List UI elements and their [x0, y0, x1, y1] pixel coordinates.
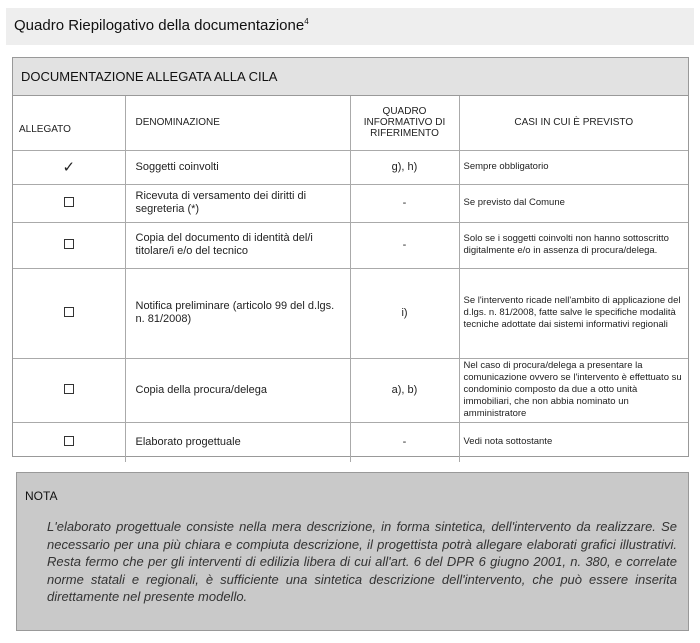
note-heading: NOTA — [25, 489, 58, 503]
checkbox[interactable] — [64, 239, 74, 249]
casi-cell: Sempre obbligatorio — [459, 150, 688, 184]
checkbox[interactable] — [64, 307, 74, 317]
allegato-cell — [13, 150, 125, 184]
denominazione-cell: Notifica preliminare (articolo 99 del d.lgs. n. 81/2008) — [125, 268, 350, 358]
documentation-table — [13, 96, 688, 462]
col-header-denominazione: DENOMINAZIONE — [125, 96, 350, 150]
allegato-cell — [13, 422, 125, 462]
table-row — [13, 222, 688, 268]
casi-cell: Nel caso di procura/delega a presentare la comunicazione ovvero se l'intervento è effettuato su condominio composto da due a otto unità immobiliari, che non abbia nominato un amministratore — [459, 358, 688, 422]
table-row — [13, 184, 688, 222]
col-header-quadro-line3: RIFERIMENTO — [370, 128, 439, 140]
col-header-quadro — [350, 96, 459, 150]
allegato-cell — [13, 184, 125, 222]
table-row — [13, 422, 688, 462]
checkbox[interactable] — [64, 436, 74, 446]
col-header-casi: CASI IN CUI È PREVISTO — [459, 96, 688, 150]
page-title-text: Quadro Riepilogativo della documentazione — [14, 17, 305, 34]
col-header-quadro-line1: QUADRO — [382, 106, 427, 118]
note-text: L'elaborato progettuale consiste nella mera descrizione, in forma sintetica, dell'intervento da realizzare. Se necessario per una più chiara e compiuta descrizione, il progettista potrà allegare elaborati grafici illustrativi. Resta fermo che per gli interventi di edilizia libera di cui all'art. 6 del DPR 6 giugno 2001, n. 380, e correlate norme statali e regionali, è sufficiente una sintetica descrizione dell'intervento, che può essere inserita direttamente nel presente modello. — [47, 519, 677, 604]
allegato-cell — [13, 222, 125, 268]
casi-cell: Vedi nota sottostante — [463, 436, 553, 448]
casi-cell: Solo se i soggetti coinvolti non hanno sottoscritto digitalmente e/o in assenza di procura/delega. — [459, 222, 688, 268]
page-title — [6, 8, 694, 45]
quadro-cell: - — [350, 184, 459, 222]
documentation-section — [12, 57, 689, 457]
casi-cell: Se l'intervento ricade nell'ambito di applicazione del d.lgs. n. 81/2008, fatte salve le specifiche modalità tecniche adottate dai sistemi informativi regionali — [459, 268, 688, 358]
col-header-quadro-line2: INFORMATIVO DI — [363, 117, 446, 129]
denominazione-cell: Copia della procura/delega — [125, 358, 350, 422]
col-header-allegato: ALLEGATO — [13, 96, 125, 150]
casi-cell: Se previsto dal Comune — [459, 184, 688, 222]
note-box — [16, 472, 689, 631]
checkbox[interactable] — [64, 384, 74, 394]
table-header-row — [13, 96, 688, 150]
allegato-cell — [13, 358, 125, 422]
table-row — [13, 358, 688, 422]
allegato-cell — [13, 268, 125, 358]
section-heading: DOCUMENTAZIONE ALLEGATA ALLA CILA — [13, 58, 688, 96]
denominazione-cell: Copia del documento di identità del/i titolare/i e/o del tecnico — [125, 222, 350, 268]
quadro-cell: g), h) — [350, 150, 459, 184]
checkmark-icon[interactable]: ✓ — [62, 158, 76, 176]
quadro-cell: i) — [350, 268, 459, 358]
denominazione-cell: Elaborato progettuale — [125, 422, 350, 462]
denominazione-cell: Ricevuta di versamento dei diritti di segreteria (*) — [125, 184, 350, 222]
footnote-ref: 4 — [304, 17, 309, 26]
denominazione-cell: Soggetti coinvolti — [125, 150, 350, 184]
quadro-cell: - — [350, 422, 459, 462]
table-row — [13, 268, 688, 358]
quadro-cell: a), b) — [350, 358, 459, 422]
checkbox[interactable] — [64, 197, 74, 207]
table-row — [13, 150, 688, 184]
quadro-cell: - — [350, 222, 459, 268]
